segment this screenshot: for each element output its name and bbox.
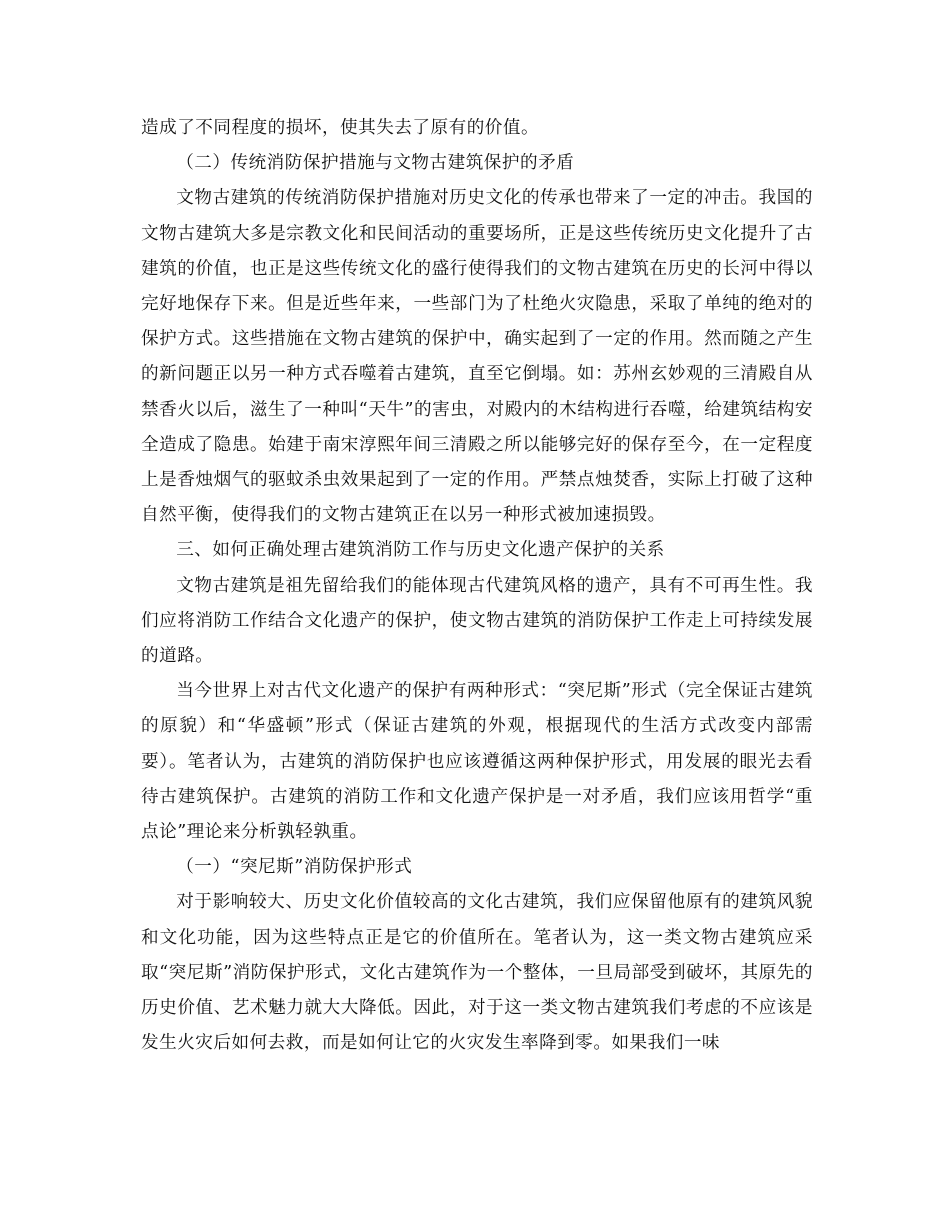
section-heading-traditional-fire-protection-conflict: （二）传统消防保护措施与文物古建筑保护的矛盾 [176,153,575,174]
paragraph-traditional-measures-impact: 文物古建筑的传统消防保护措施对历史文化的传承也带来了一定的冲击。我国的文物古建筑大多是宗教文化和民间活动的重要场所，正是这些传统历史文化提升了古建筑的价值，也正是这些传统文化的盛行使得我们的文物古建筑在历史的长河中得以完好地保存下来。但是近些年来，一些部门为了杜绝火灾隐患，采取了单纯的绝对的保护方式。这些措施在文物古建筑的保护中，确实起到了一定的作用。然而随之产生的新问题正以另一种方式吞噬着古建筑，直至它倒塌。如：苏州玄妙观的三清殿自从禁香火以后，滋生了一种叫“天牛”的害虫，对殿内的木结构进行吞噬，给建筑结构安全造成了隐患。始建于南宋淳熙年间三清殿之所以能够完好的保存至今，在一定程度上是香烛烟气的驱蚊杀虫效果起到了一定的作用。严禁点烛焚香，实际上打破了这种自然平衡，使得我们的文物古建筑正在以另一种形式被加速损毁。 [141,188,813,526]
paragraph-two-protection-forms: 当今世界上对古代文化遗产的保护有两种形式：“突尼斯”形式（完全保证古建筑的原貌）和“华盛顿”形式（保证古建筑的外观，根据现代的生活方式改变内部需要）。笔者认为，古建筑的消防保护也应该遵循这两种保护形式，用发展的眼光去看待古建筑保护。古建筑的消防工作和文化遗产保护是一对矛盾，我们应该用哲学“重点论”理论来分析孰轻孰重。 [141,681,813,843]
section-heading-tunis-form: （一）“突尼斯”消防保护形式 [176,857,413,878]
section-heading-handling-relationship: 三、如何正确处理古建筑消防工作与历史文化遗产保护的关系 [176,540,665,561]
paragraph-non-renewable-heritage: 文物古建筑是祖先留给我们的能体现古代建筑风格的遗产，具有不可再生性。我们应将消防工作结合文化遗产的保护，使文物古建筑的消防保护工作走上可持续发展的道路。 [141,575,813,667]
paragraph-continuation: 造成了不同程度的损坏，使其失去了原有的价值。 [141,118,540,138]
paragraph-tunis-form-detail: 对于影响较大、历史文化价值较高的文化古建筑，我们应保留他原有的建筑风貌和文化功能，因为这些特点正是它的价值所在。笔者认为，这一类文物古建筑应采取“突尼斯”消防保护形式，文化古建筑作为一个整体，一旦局部受到破坏，其原先的历史价值、艺术魅力就大大降低。因此，对于这一类文物古建筑我们考虑的不应该是发生火灾后如何去救，而是如何让它的火灾发生率降到零。如果我们一味 [141,892,813,1054]
document-body [141,111,813,1061]
